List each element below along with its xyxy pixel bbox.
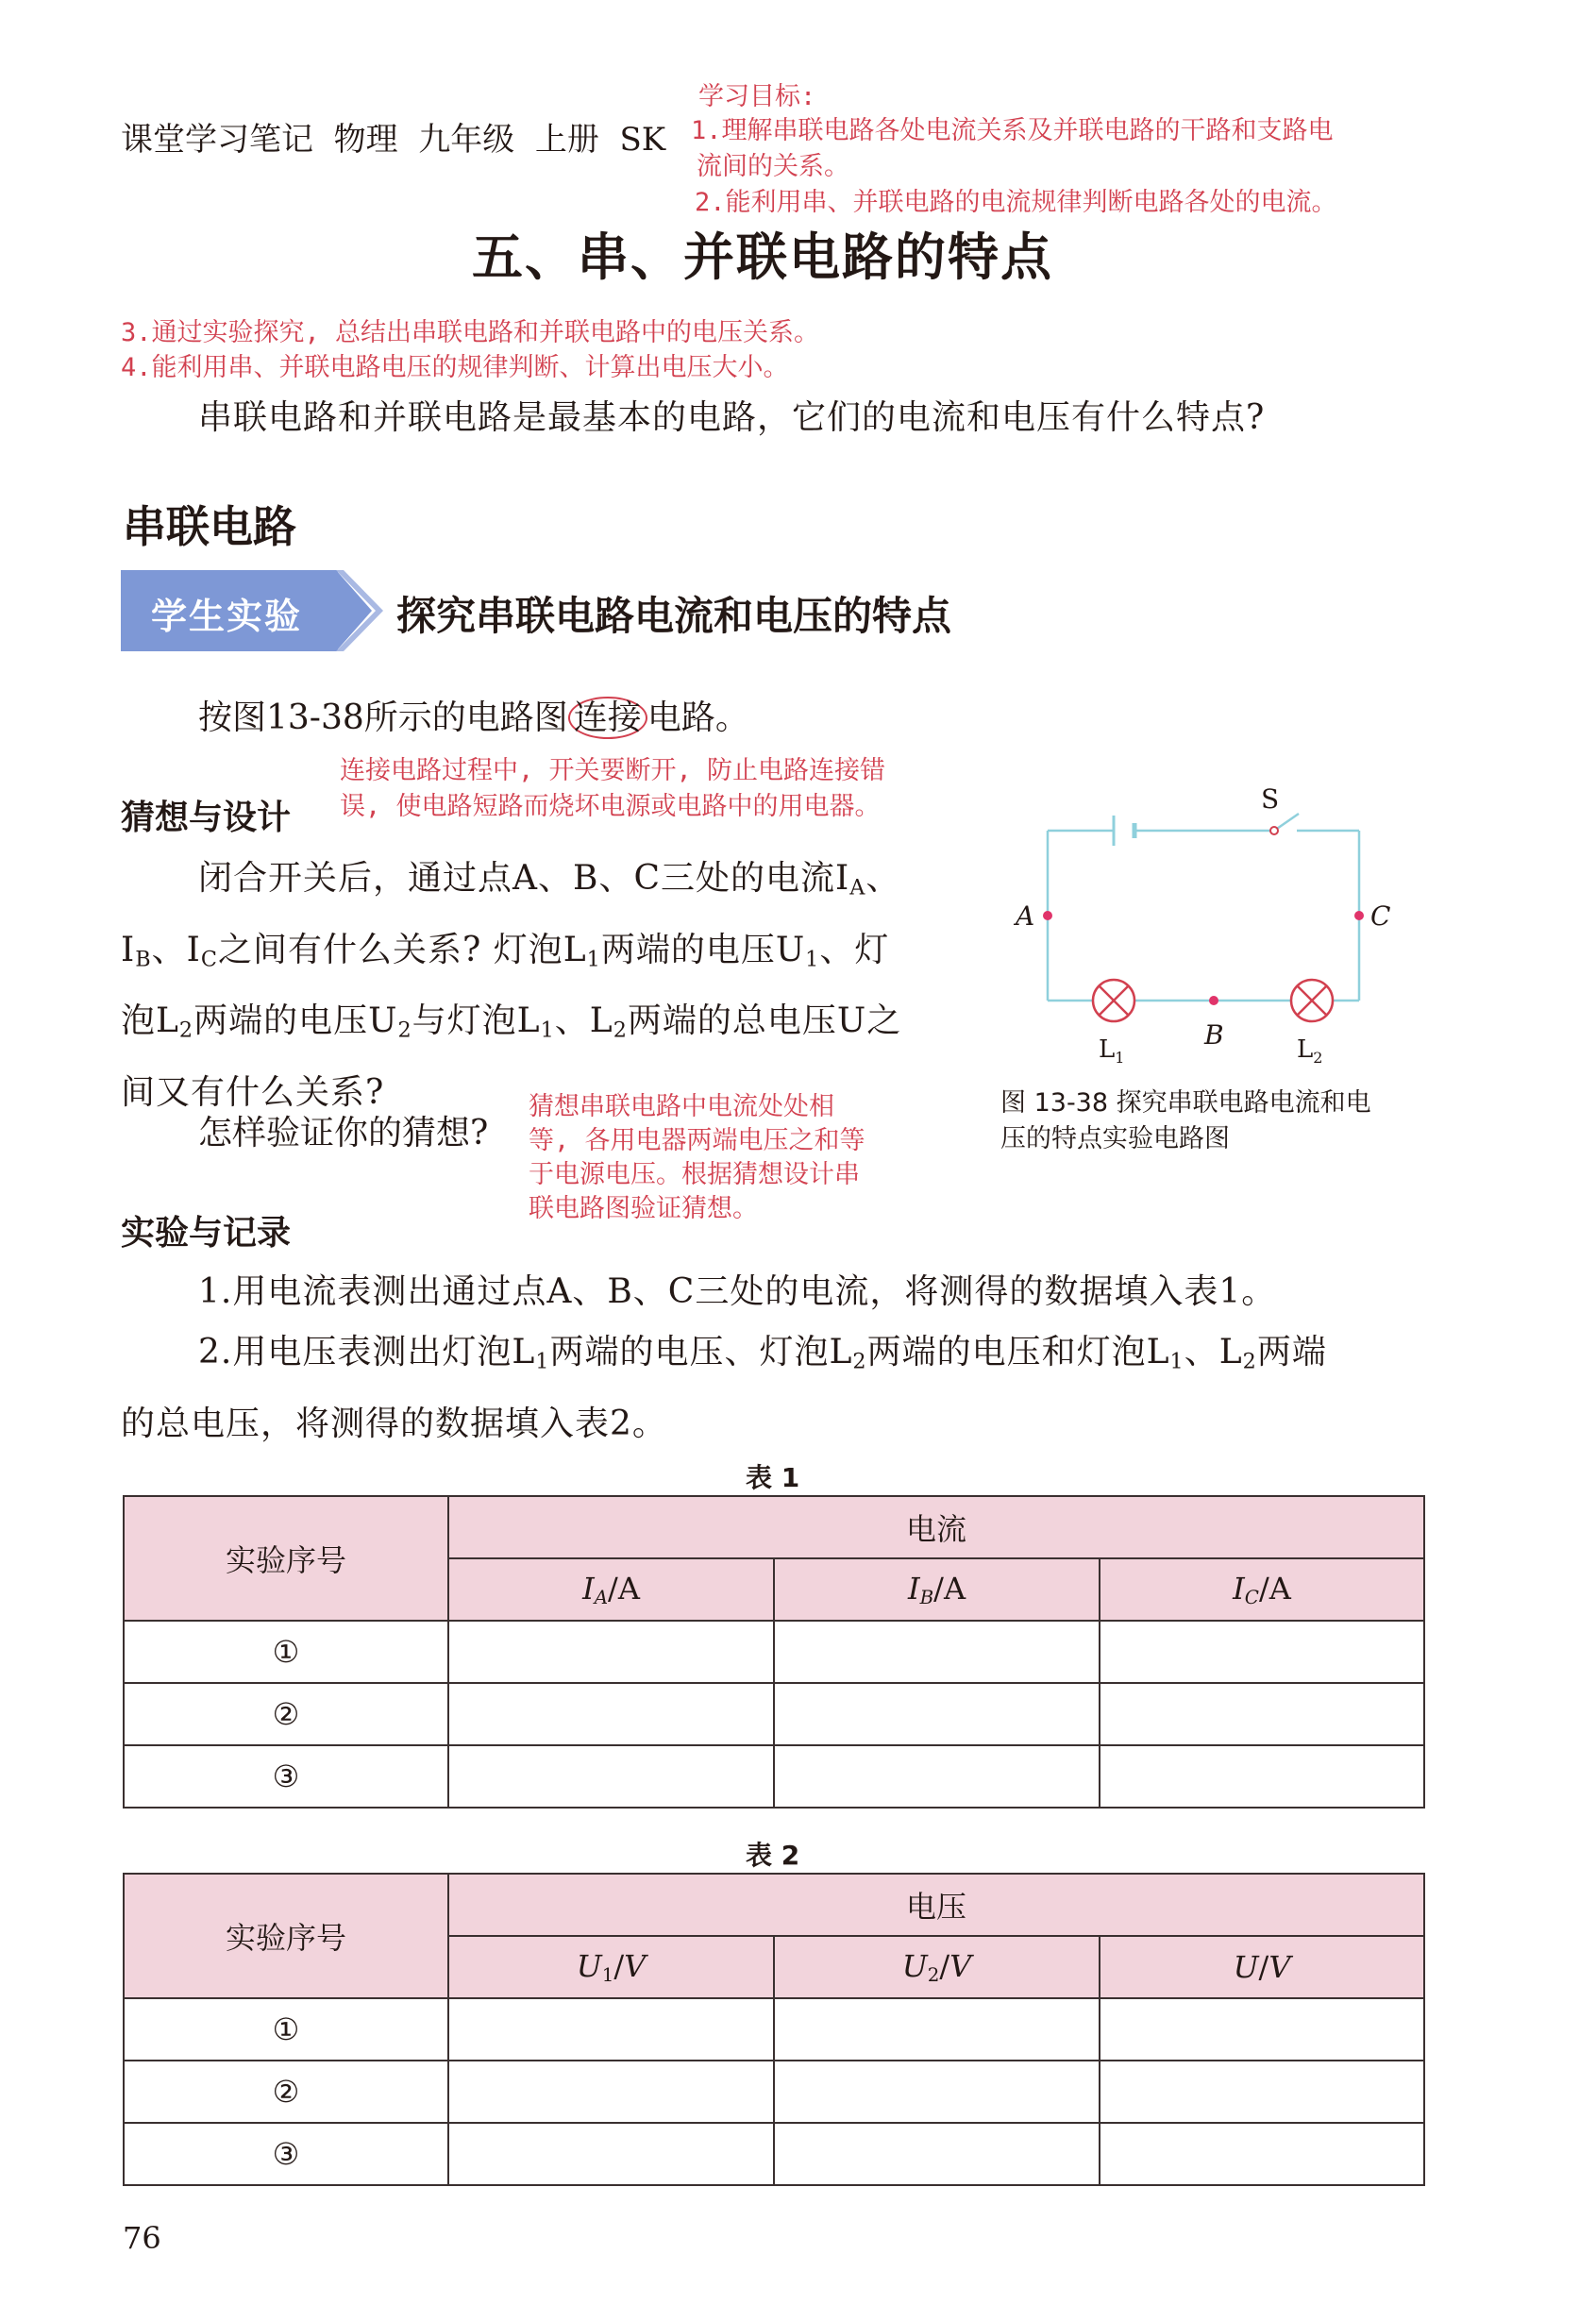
table-2-col-u2: $U_2/V$: [774, 1936, 1100, 1998]
table-1-caption: 表 1: [746, 1462, 800, 1493]
guess-line-4: 间又有什么关系?: [121, 1072, 385, 1112]
lamp-l2-icon: [1291, 980, 1333, 1021]
point-c-dot: [1354, 911, 1364, 920]
point-a-dot: [1043, 911, 1052, 920]
table-1-group-header: 电流: [448, 1496, 1424, 1558]
note-goal-1-line-1: 1.理解串联电路各处电流关系及并联电路的干路和支路电: [691, 116, 1334, 145]
table-1-cell[interactable]: [448, 1683, 774, 1745]
guess-line-1: 闭合开关后，通过点A、B、C三处的电流$I_A$、: [198, 859, 901, 900]
point-b-label: B: [1204, 1019, 1224, 1051]
table-1-cell[interactable]: [448, 1745, 774, 1808]
table-1-cell[interactable]: [1100, 1683, 1424, 1745]
lamp-l2-label: $L_2$: [1297, 1035, 1323, 1067]
lamp-l1-icon: [1093, 980, 1134, 1021]
table-2-row-header: 实验序号: [124, 1874, 448, 1998]
figure-caption-line-2: 压的特点实验电路图: [1000, 1124, 1230, 1153]
table-1-cell[interactable]: [774, 1745, 1100, 1808]
note-connect-line-2: 误, 使电路短路而烧坏电源或电路中的用电器。: [340, 792, 881, 821]
table-1: [123, 1495, 1425, 1809]
page-number: 76: [123, 2220, 161, 2256]
note-guess-line-3: 于电源电压。根据猜想设计串: [529, 1160, 860, 1189]
guess-line-2: $I_B$、$I_C$之间有什么关系? 灯泡$L_1$两端的电压$U_1$、灯: [121, 930, 890, 972]
table-1-row-label: ②: [124, 1683, 448, 1745]
record-heading: 实验与记录: [121, 1214, 292, 1253]
switch-label: S: [1261, 783, 1280, 815]
circuit-diagram: [1000, 783, 1416, 1067]
switch-pivot: [1270, 827, 1278, 834]
note-goal-4: 4.能利用串、并联电路电压的规律判断、计算出电压大小。: [121, 353, 789, 382]
table-1-col-ia: $I_A/A$: [448, 1558, 774, 1621]
table-1-cell[interactable]: [774, 1621, 1100, 1683]
record-step-2-line-1: 2.用电压表测出灯泡$L_1$两端的电压、灯泡$L_2$两端的电压和灯泡$L_1$、$L_2$两端: [198, 1333, 1327, 1374]
table-1-row-label: ①: [124, 1621, 448, 1683]
guess-question: 怎样验证你的猜想?: [198, 1114, 489, 1152]
table-2-cell[interactable]: [1100, 2061, 1424, 2123]
instruction-text: 按图13-38所示的电路图: [198, 698, 568, 737]
table-2-cell[interactable]: [448, 2061, 774, 2123]
page-title: 五、串、并联电路的特点: [472, 227, 1053, 287]
experiment-title: 探究串联电路电流和电压的特点: [396, 593, 952, 639]
guess-line-3: 泡$L_2$两端的电压$U_2$与灯泡$L_1$、$L_2$两端的总电压U之: [121, 1001, 902, 1043]
table-2-group-header: 电压: [448, 1874, 1424, 1936]
note-goal-2: 2.能利用串、并联电路的电流规律判断电路各处的电流。: [695, 188, 1337, 217]
table-1-col-ib: $I_B/A$: [774, 1558, 1100, 1621]
table-2-caption: 表 2: [746, 1840, 800, 1871]
table-2-cell[interactable]: [448, 2123, 774, 2185]
table-2-row-label: ②: [124, 2061, 448, 2123]
instruction-text-end: 电路。: [647, 698, 749, 737]
guess-heading: 猜想与设计: [121, 799, 292, 837]
table-1-col-ic: $I_C/A$: [1100, 1558, 1424, 1621]
note-goal-1-line-2: 流间的关系。: [697, 152, 849, 181]
point-b-dot: [1209, 996, 1218, 1005]
section-heading: 串联电路: [123, 501, 296, 552]
guess-paragraph: [121, 848, 961, 1124]
intro-paragraph: 串联电路和并联电路是最基本的电路，它们的电流和电压有什么特点?: [198, 398, 1266, 437]
table-2-cell[interactable]: [448, 1998, 774, 2061]
table-2-cell[interactable]: [774, 2061, 1100, 2123]
point-a-label: A: [1016, 900, 1035, 932]
record-step-1: 1.用电流表测出通过点A、B、C三处的电流，将测得的数据填入表1。: [198, 1272, 1277, 1311]
record-step-2: [121, 1321, 1442, 1455]
experiment-badge-label: 学生实验: [151, 596, 303, 637]
table-2-cell[interactable]: [774, 1998, 1100, 2061]
table-2-col-u1: $U_1/V$: [448, 1936, 774, 1998]
note-connect-line-1: 连接电路过程中, 开关要断开, 防止电路连接错: [340, 756, 886, 785]
table-1-row-label: ③: [124, 1745, 448, 1808]
table-1-cell[interactable]: [774, 1683, 1100, 1745]
table-2-cell[interactable]: [1100, 2123, 1424, 2185]
record-step-2-line-2: 的总电压，将测得的数据填入表2。: [121, 1404, 667, 1443]
note-goal-3: 3.通过实验探究, 总结出串联电路和并联电路中的电压关系。: [121, 318, 820, 347]
note-guess-line-1: 猜想串联电路中电流处处相: [529, 1092, 834, 1121]
table-2-cell[interactable]: [1100, 1998, 1424, 2061]
instruction-circled-word: 连接: [568, 697, 647, 739]
figure-caption-line-1: 图 13-38 探究串联电路电流和电: [1000, 1088, 1371, 1118]
note-guess-line-4: 联电路图验证猜想。: [529, 1194, 758, 1223]
note-goals-title: 学习目标:: [698, 82, 816, 111]
instruction-line: [198, 691, 749, 739]
table-2-row-label: ③: [124, 2123, 448, 2185]
table-2-row-label: ①: [124, 1998, 448, 2061]
table-1-cell[interactable]: [448, 1621, 774, 1683]
table-1-cell[interactable]: [1100, 1745, 1424, 1808]
badge-arrow-shape: [336, 570, 385, 651]
table-2-col-u: U/V: [1100, 1936, 1424, 1998]
point-c-label: C: [1370, 900, 1391, 932]
page-header: 课堂学习笔记 物理 九年级 上册 SK: [121, 121, 666, 159]
note-guess-line-2: 等, 各用电器两端电压之和等: [529, 1126, 865, 1155]
lamp-l1-label: $L_1$: [1099, 1035, 1125, 1067]
table-2-cell[interactable]: [774, 2123, 1100, 2185]
table-2: [123, 1873, 1425, 2186]
table-1-row-header: 实验序号: [124, 1496, 448, 1621]
table-1-cell[interactable]: [1100, 1621, 1424, 1683]
